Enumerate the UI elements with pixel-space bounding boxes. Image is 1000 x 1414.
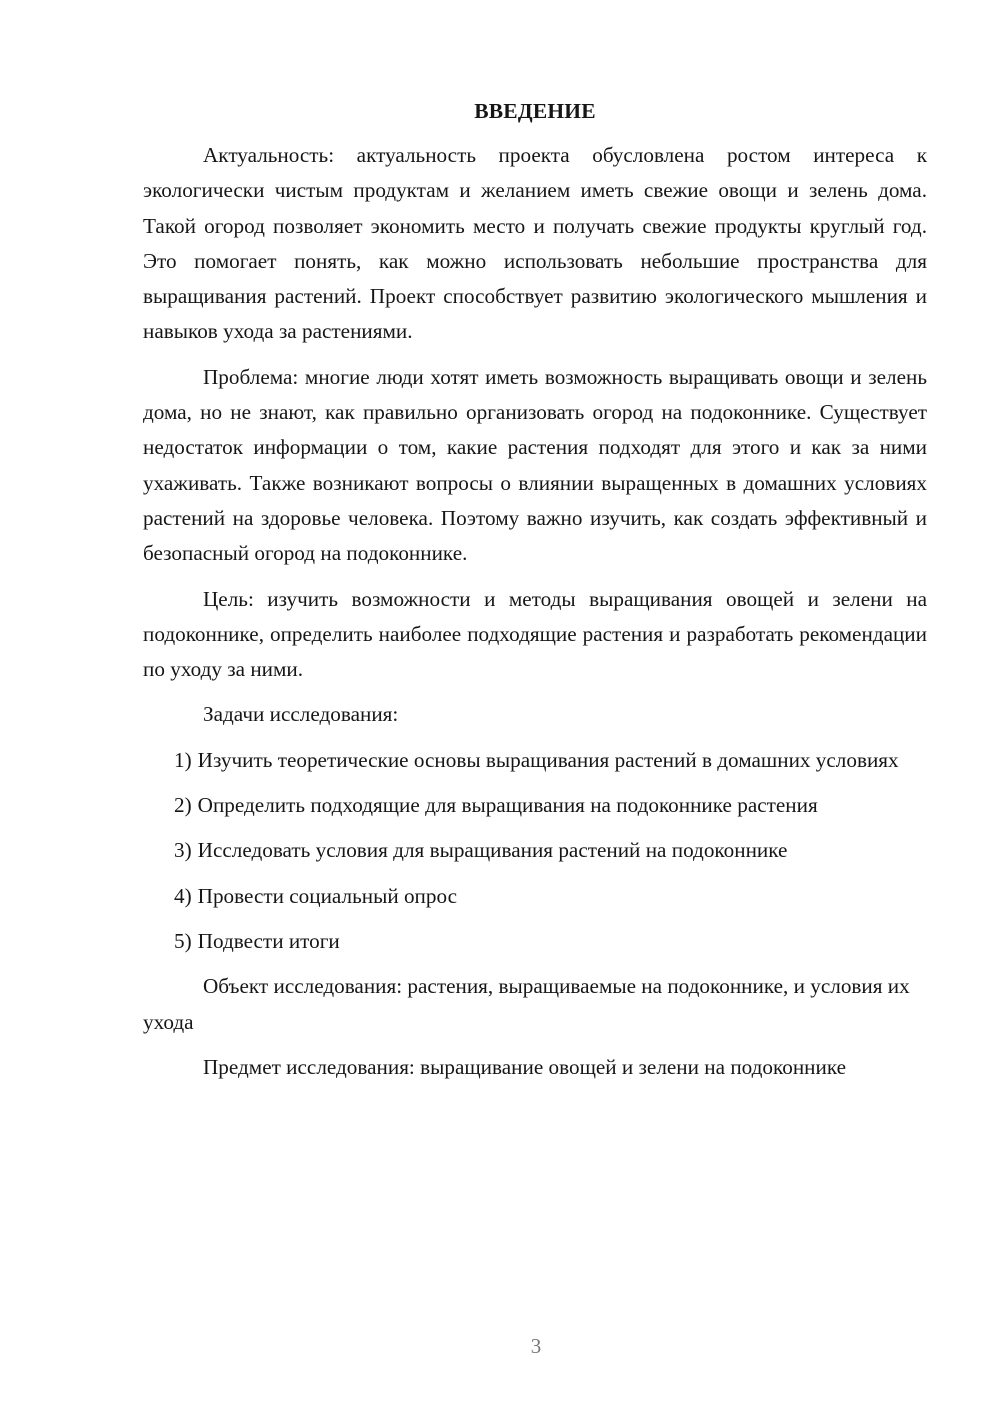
section-heading: ВВЕДЕНИЕ — [474, 99, 596, 123]
paragraph-problem: Проблема: многие люди хотят иметь возможность выращивать овощи и зелень дома, но не знают, как правильно организовать огород на подоконнике. Существует недостаток информации о том, какие растения подходят для этого и как за ними ухаживать. Также возникают вопросы о влиянии выращенных в домашних условиях растений на здоровье человека. Поэтому важно изучить, как создать эффективный и безопасный огород на подоконнике. — [143, 364, 927, 566]
task-text: Провести социальный опрос — [197, 883, 458, 908]
paragraph-goal: Цель: изучить возможности и методы выращивания овощей и зелени на подоконнике, определить наиболее подходящие растения и разработать рекомендации по уходу за ними. — [143, 586, 927, 682]
paragraph-relevance: Актуальность: актуальность проекта обусловлена ростом интереса к экологически чистым продуктам и желанием иметь свежие овощи и зелень дома. Такой огород позволяет экономить место и получать свежие продукты круглый год. Это помогает понять, как можно использовать небольшие пространства для выращивания растений. Проект способствует развитию экологического мышления и навыков ухода за растениями. — [143, 143, 927, 344]
task-number: 4) — [174, 883, 192, 908]
task-number: 2) — [174, 793, 192, 818]
task-item — [143, 788, 927, 823]
task-text: Исследовать условия для выращивания растений на подоконнике — [197, 838, 788, 863]
tasks-list — [143, 743, 927, 959]
task-number: 5) — [174, 928, 192, 953]
task-number: 1) — [174, 747, 192, 772]
task-item — [143, 924, 927, 959]
tasks-title: Задачи исследования: — [203, 702, 399, 727]
page-number: 3 — [530, 1334, 542, 1358]
paragraph-object: Объект исследования: растения, выращиваемые на подоконнике, и условия их ухода — [143, 974, 910, 1034]
task-text: Подвести итоги — [197, 928, 340, 953]
page-content — [143, 94, 927, 1095]
task-item — [143, 743, 927, 778]
task-number: 3) — [174, 838, 192, 863]
task-item — [143, 879, 927, 914]
task-text: Изучить теоретические основы выращивания растений в домашних условиях — [197, 747, 899, 772]
task-text: Определить подходящие для выращивания на подоконнике растения — [197, 793, 818, 818]
task-item — [143, 833, 927, 868]
paragraph-subject: Предмет исследования: выращивание овощей и зелени на подоконнике — [203, 1054, 847, 1079]
